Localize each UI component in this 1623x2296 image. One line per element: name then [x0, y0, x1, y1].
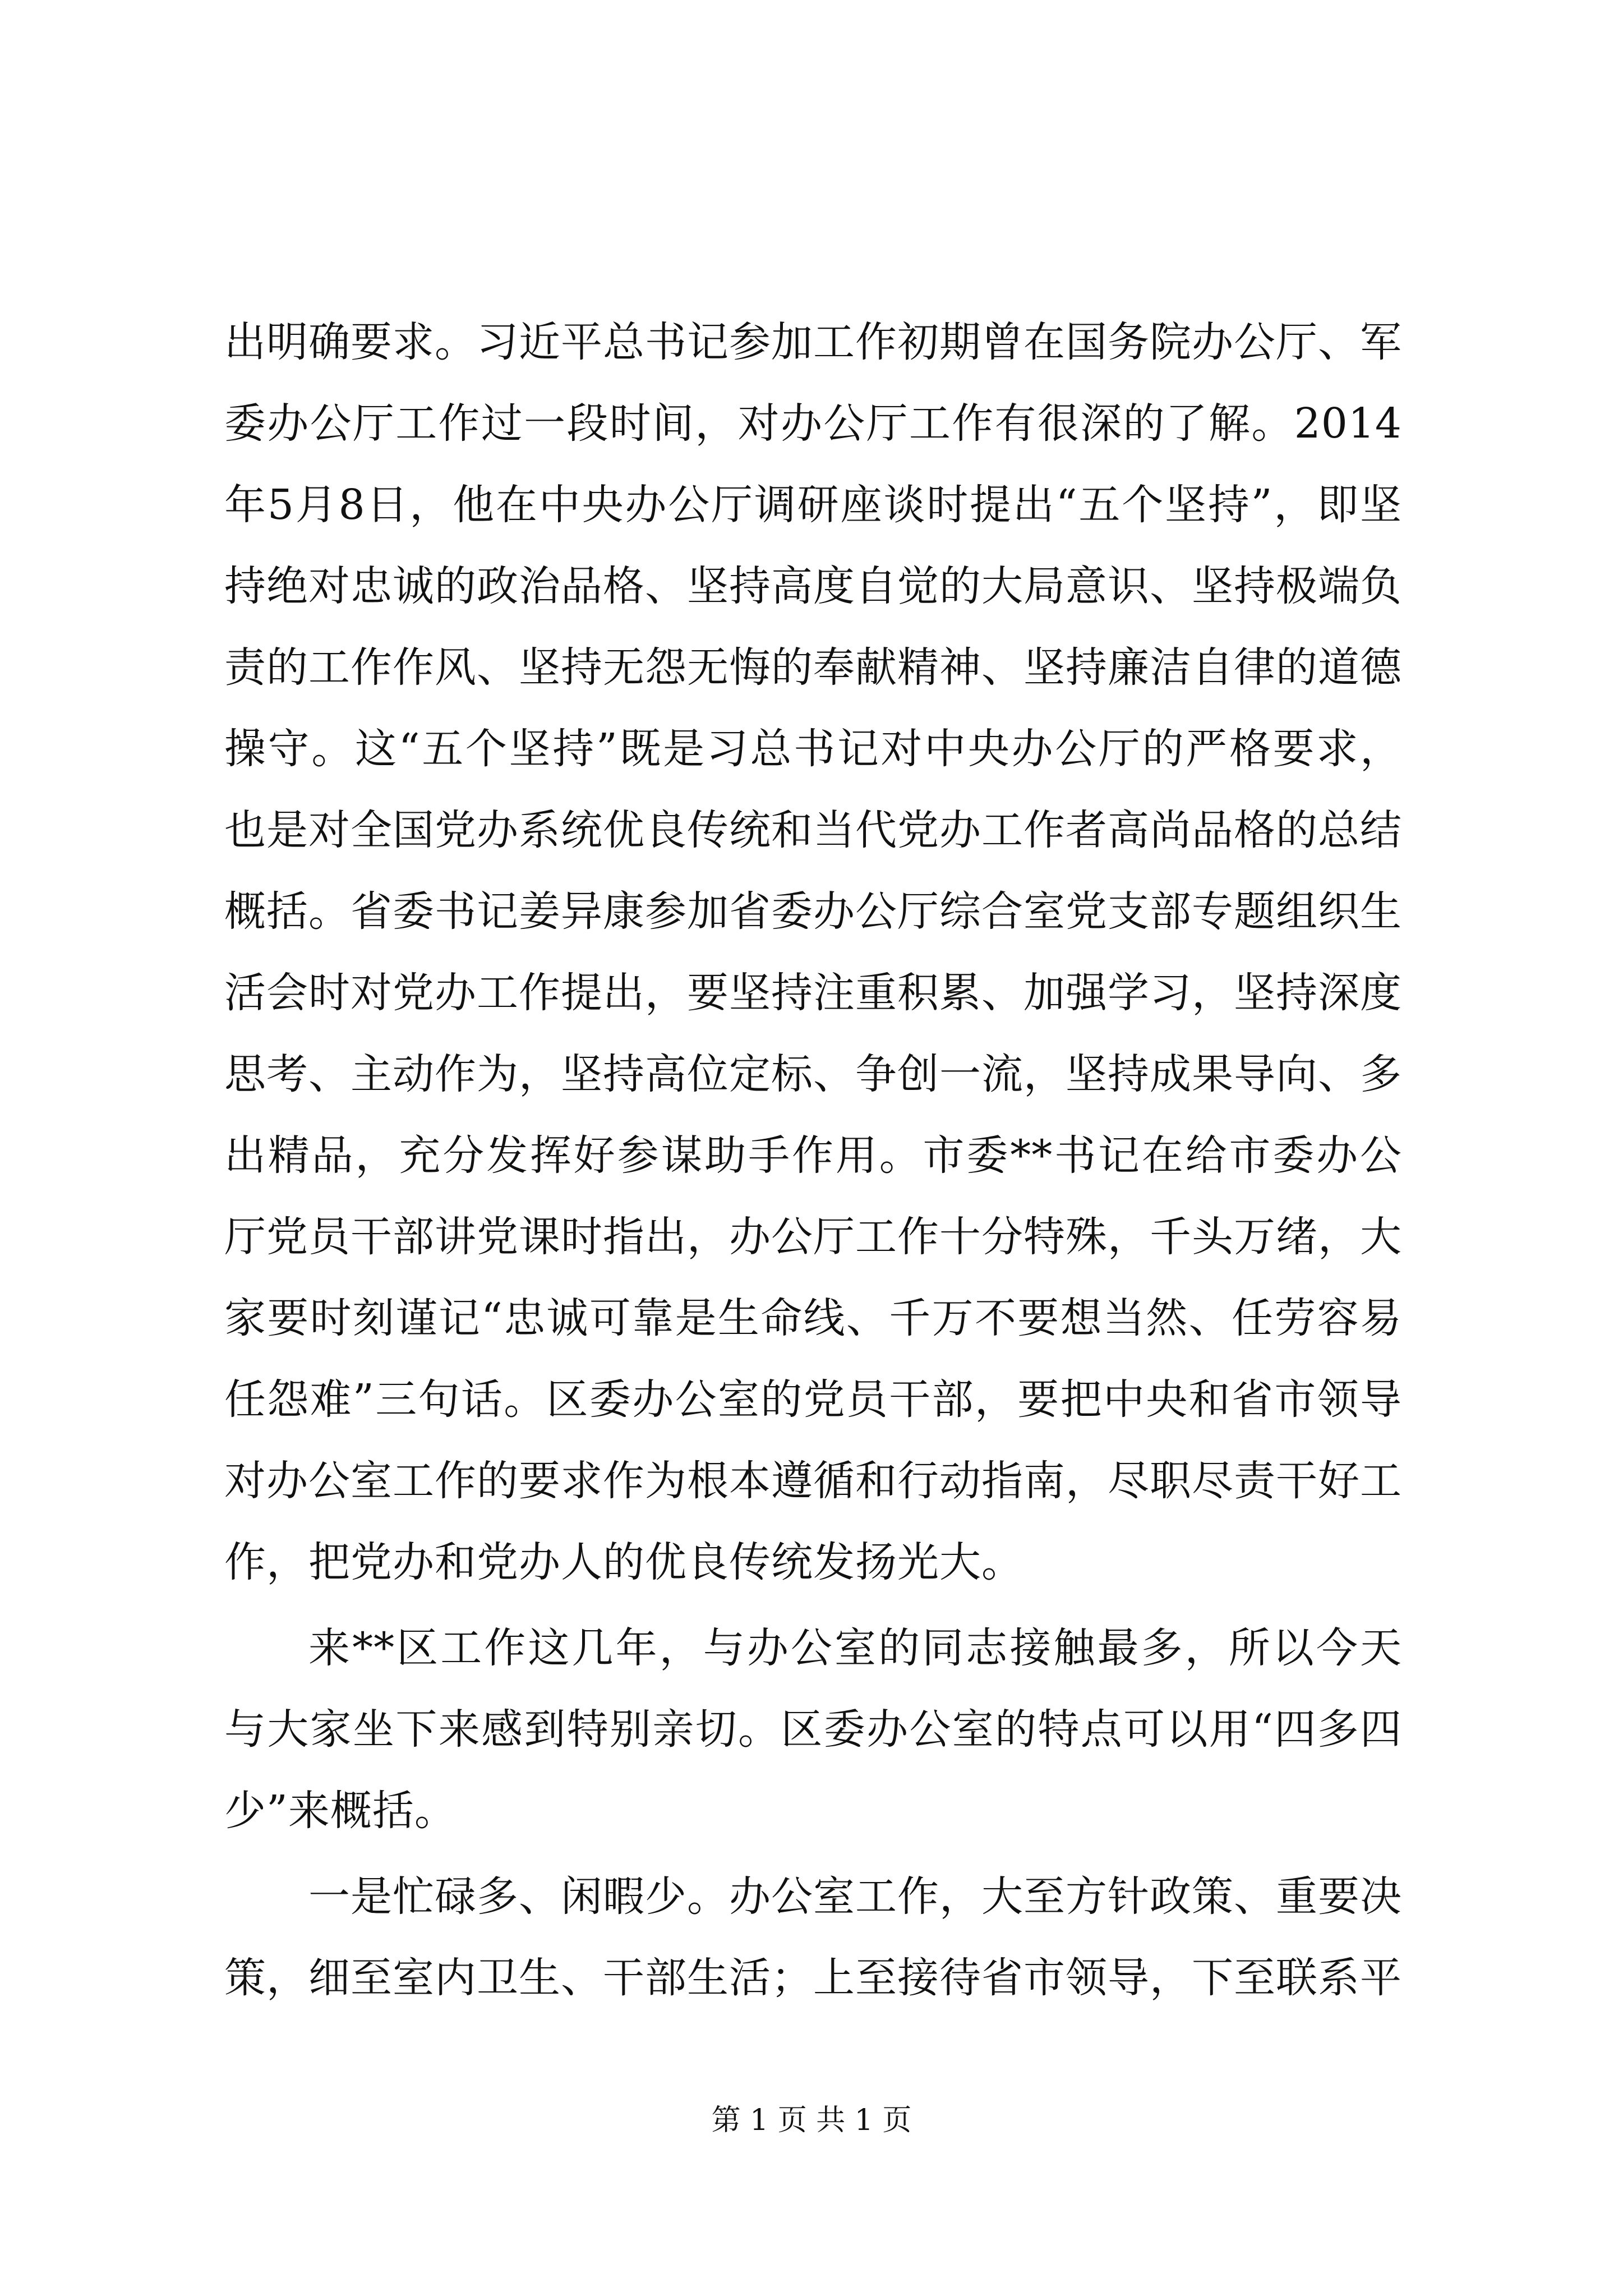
- page-number-footer: 第 1 页 共 1 页: [711, 2104, 912, 2137]
- paragraph-2: 来**区工作这几年，与办公室的同志接触最多，所以今天与大家坐下来感到特别亲切。区委办公室的特点可以用“四多四少”来概括。: [224, 1624, 1402, 1835]
- paragraph-3: 一是忙碌多、闲暇少。办公室工作，大至方针政策、重要决策，细至室内卫生、干部生活；上至接待省市领导，下至联系平: [224, 1872, 1402, 2002]
- document-body: [224, 302, 1402, 2019]
- paragraph-1: 出明确要求。习近平总书记参加工作初期曾在国务院办公厅、军委办公厅工作过一段时间，对办公厅工作有很深的了解。2014年5月8日，他在中央办公厅调研座谈时提出“五个坚持”，即坚持绝对忠诚的政治品格、坚持高度自觉的大局意识、坚持极端负责的工作作风、坚持无怨无悔的奉献精神、坚持廉洁自律的道德操守。这“五个坚持”既是习总书记对中央办公厅的严格要求，也是对全国党办系统优良传统和当代党办工作者高尚品格的总结概括。省委书记姜异康参加省委办公厅综合室党支部专题组织生活会时对党办工作提出，要坚持注重积累、加强学习，坚持深度思考、主动作为，坚持高位定标、争创一流，坚持成果导向、多出精品，充分发挥好参谋助手作用。市委**书记在给市委办公厅党员干部讲党课时指出，办公厅工作十分特殊，千头万绪，大家要时刻谨记“忠诚可靠是生命线、千万不要想当然、任劳容易任怨难”三句话。区委办公室的党员干部，要把中央和省市领导对办公室工作的要求作为根本遵循和行动指南，尽职尽责干好工作，把党办和党办人的优良传统发扬光大。: [224, 318, 1402, 1586]
